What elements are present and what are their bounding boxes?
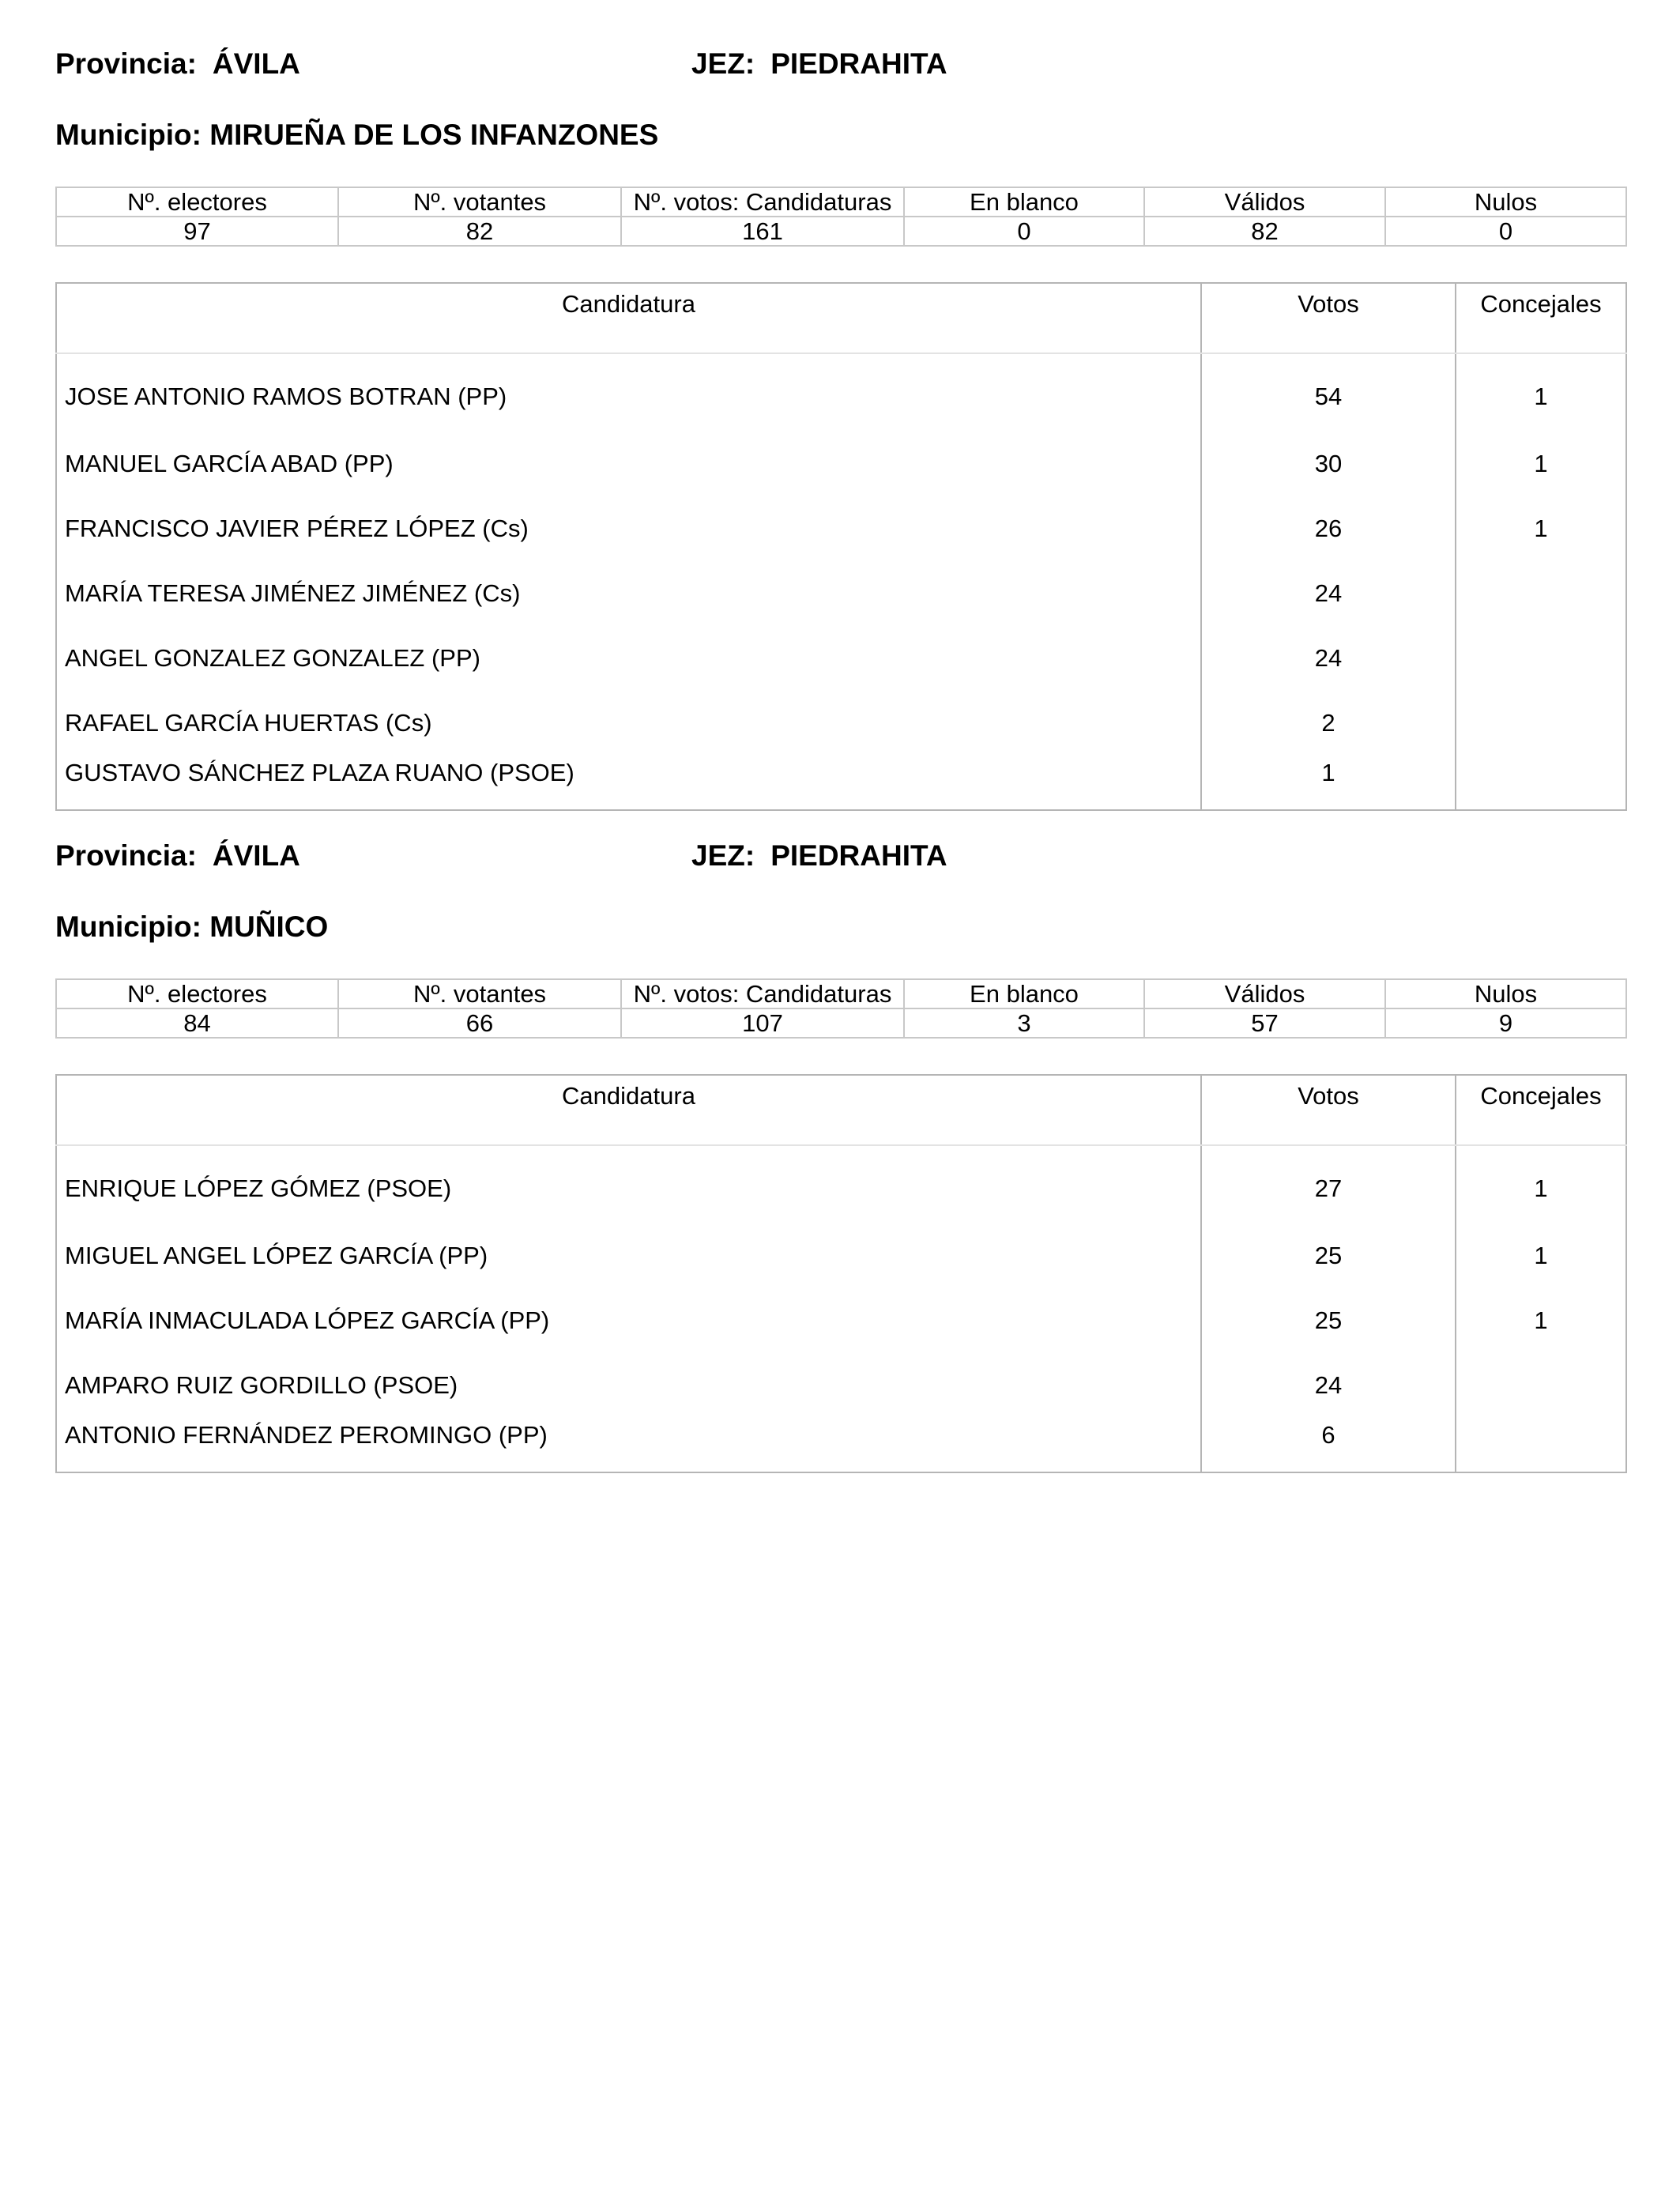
candidate-name: MANUEL GARCÍA ABAD (PP): [56, 432, 1201, 496]
jez-field: [691, 839, 947, 873]
candidate-votes: 25: [1201, 1223, 1456, 1288]
municipio-label: Municipio:: [55, 119, 202, 151]
stats-value-cell: 9: [1385, 1008, 1626, 1038]
stats-value-row: [56, 1008, 1626, 1038]
candidate-votes: 6: [1201, 1418, 1456, 1472]
candidatura-header: Candidatura: [56, 1075, 1201, 1145]
candidate-name: JOSE ANTONIO RAMOS BOTRAN (PP): [56, 353, 1201, 432]
stats-value-row: [56, 217, 1626, 246]
stats-header-cell: En blanco: [904, 979, 1144, 1008]
stats-value-cell: 66: [338, 1008, 621, 1038]
provincia-value: ÁVILA: [212, 47, 300, 80]
candidate-votes: 1: [1201, 756, 1456, 810]
candidate-row: [56, 626, 1626, 691]
candidate-votes: 24: [1201, 561, 1456, 626]
stats-value-cell: 0: [1385, 217, 1626, 246]
stats-value-cell: 97: [56, 217, 338, 246]
candidate-name: AMPARO RUIZ GORDILLO (PSOE): [56, 1353, 1201, 1418]
candidate-votes: 30: [1201, 432, 1456, 496]
municipio-label: Municipio:: [55, 910, 202, 943]
candidate-row: [56, 1288, 1626, 1353]
stats-value-cell: 3: [904, 1008, 1144, 1038]
candidate-name: MIGUEL ANGEL LÓPEZ GARCÍA (PP): [56, 1223, 1201, 1288]
candidate-concejales: 1: [1534, 1306, 1548, 1334]
candidate-votes: 27: [1201, 1145, 1456, 1223]
provincia-field: [55, 839, 300, 873]
candidate-row: [56, 1353, 1626, 1418]
jez-value: PIEDRAHITA: [770, 47, 947, 80]
stats-header-row: [56, 187, 1626, 217]
stats-value-cell: 82: [338, 217, 621, 246]
candidate-concejales: 1: [1534, 383, 1548, 410]
stats-value-cell: 0: [904, 217, 1144, 246]
stats-header-row: [56, 979, 1626, 1008]
province-header: [55, 839, 1625, 879]
municipio-value: MIRUEÑA DE LOS INFANZONES: [209, 119, 659, 151]
candidate-name: ENRIQUE LÓPEZ GÓMEZ (PSOE): [56, 1145, 1201, 1223]
jez-field: [691, 47, 947, 81]
provincia-label: Provincia:: [55, 839, 197, 872]
candidate-name: MARÍA INMACULADA LÓPEZ GARCÍA (PP): [56, 1288, 1201, 1353]
candidates-header-row: [56, 283, 1626, 353]
jez-label: JEZ:: [691, 839, 755, 872]
candidates-header-row: [56, 1075, 1626, 1145]
candidates-table: [55, 282, 1627, 811]
candidate-row: [56, 561, 1626, 626]
candidatura-header: Candidatura: [56, 283, 1201, 353]
stats-header-cell: En blanco: [904, 187, 1144, 217]
candidate-votes: 24: [1201, 626, 1456, 691]
municipio-title: [55, 910, 1625, 950]
stats-value-cell: 82: [1144, 217, 1385, 246]
stats-value-cell: 161: [621, 217, 904, 246]
candidate-concejales: 1: [1534, 1242, 1548, 1269]
candidate-name: RAFAEL GARCÍA HUERTAS (Cs): [56, 691, 1201, 756]
candidate-name: MARÍA TERESA JIMÉNEZ JIMÉNEZ (Cs): [56, 561, 1201, 626]
candidate-row: [56, 1418, 1626, 1472]
candidate-name: ANTONIO FERNÁNDEZ PEROMINGO (PP): [56, 1418, 1201, 1472]
candidate-row: [56, 756, 1626, 810]
municipio-title: [55, 119, 1625, 158]
stats-table: [55, 187, 1627, 247]
provincia-field: [55, 47, 300, 81]
candidate-votes: 2: [1201, 691, 1456, 756]
candidate-row: [56, 432, 1626, 496]
municipality-section: [55, 839, 1625, 1473]
stats-header-cell: Nº. electores: [56, 979, 338, 1008]
jez-value: PIEDRAHITA: [770, 839, 947, 872]
stats-table: [55, 978, 1627, 1039]
candidate-concejales: 1: [1534, 515, 1548, 542]
candidate-concejales: [1456, 1418, 1626, 1472]
stats-value-cell: 57: [1144, 1008, 1385, 1038]
stats-header-cell: Nº. votantes: [338, 187, 621, 217]
candidate-row: [56, 496, 1626, 561]
candidate-concejales: [1456, 756, 1626, 810]
concejales-header: Concejales: [1456, 1075, 1626, 1145]
candidate-concejales: [1456, 1353, 1626, 1418]
provincia-value: ÁVILA: [212, 839, 300, 872]
votos-header: Votos: [1201, 1075, 1456, 1145]
candidate-name: GUSTAVO SÁNCHEZ PLAZA RUANO (PSOE): [56, 756, 1201, 810]
candidate-votes: 25: [1201, 1288, 1456, 1353]
stats-header-cell: Nº. votantes: [338, 979, 621, 1008]
municipality-section: [55, 47, 1625, 811]
candidate-name: FRANCISCO JAVIER PÉREZ LÓPEZ (Cs): [56, 496, 1201, 561]
municipio-value: MUÑICO: [209, 910, 329, 943]
candidate-name: ANGEL GONZALEZ GONZALEZ (PP): [56, 626, 1201, 691]
votos-header: Votos: [1201, 283, 1456, 353]
candidate-row: [56, 353, 1626, 432]
candidate-concejales: [1456, 626, 1626, 691]
province-header: [55, 47, 1625, 87]
stats-header-cell: Nº. electores: [56, 187, 338, 217]
stats-header-cell: Válidos: [1144, 979, 1385, 1008]
candidate-votes: 26: [1201, 496, 1456, 561]
candidate-votes: 54: [1201, 353, 1456, 432]
stats-header-cell: Nº. votos: Candidaturas: [621, 979, 904, 1008]
candidate-votes: 24: [1201, 1353, 1456, 1418]
stats-header-cell: Válidos: [1144, 187, 1385, 217]
candidate-row: [56, 1145, 1626, 1223]
jez-label: JEZ:: [691, 47, 755, 80]
stats-header-cell: Nulos: [1385, 979, 1626, 1008]
candidate-concejales: 1: [1534, 450, 1548, 477]
stats-value-cell: 84: [56, 1008, 338, 1038]
stats-value-cell: 107: [621, 1008, 904, 1038]
candidates-table: [55, 1074, 1627, 1473]
candidate-concejales: [1456, 691, 1626, 756]
concejales-header: Concejales: [1456, 283, 1626, 353]
provincia-label: Provincia:: [55, 47, 197, 80]
candidate-concejales: [1456, 561, 1626, 626]
stats-header-cell: Nulos: [1385, 187, 1626, 217]
candidate-concejales: 1: [1534, 1174, 1548, 1202]
candidate-row: [56, 1223, 1626, 1288]
stats-header-cell: Nº. votos: Candidaturas: [621, 187, 904, 217]
candidate-row: [56, 691, 1626, 756]
